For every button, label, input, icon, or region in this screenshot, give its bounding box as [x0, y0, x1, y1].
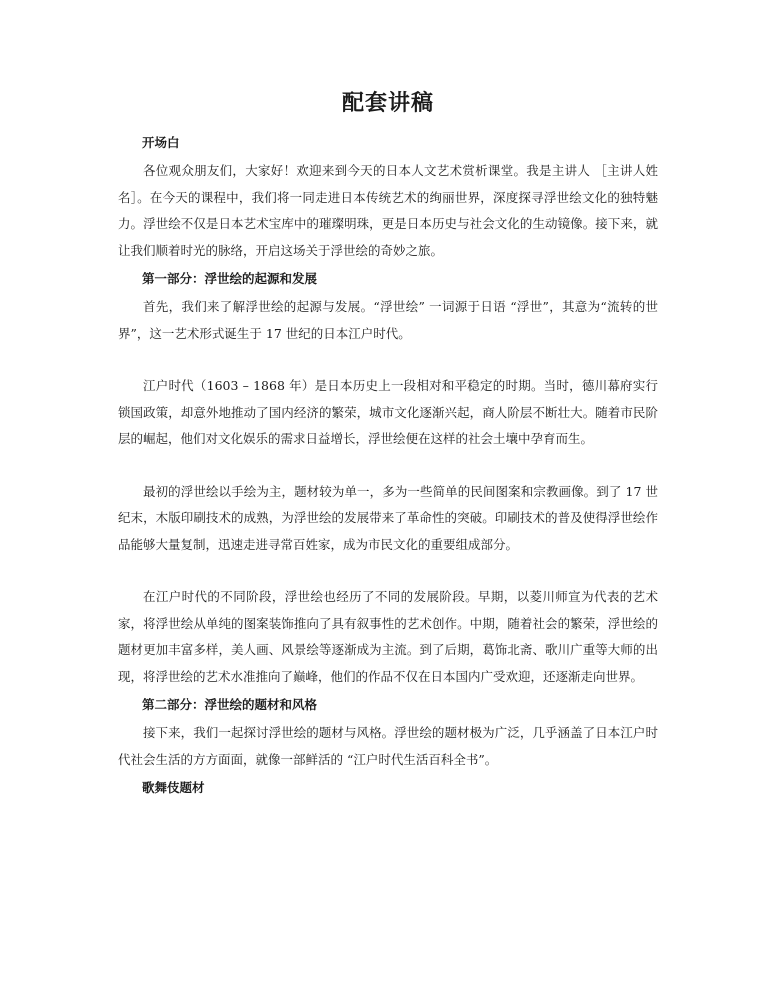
paragraph-part-one-1: 首先，我们来了解浮世绘的起源与发展。“浮世绘” 一词源于日语 “浮世”，其意为“流转的世界”，这一艺术形式诞生于 17 世纪的日本江户时代。: [118, 299, 658, 341]
document-title: 配套讲稿: [341, 90, 434, 116]
paragraph-part-one-3: 最初的浮世绘以手绘为主，题材较为单一，多为一些简单的民间图案和宗教画像。到了 17 世纪末，木版印刷技术的成熟，为浮世绘的发展带来了革命性的突破。印刷技术的普及使得浮世绘作品能够大量复制，迅速走进寻常百姓家，成为市民文化的重要组成部分。: [118, 483, 658, 552]
document-page: [118, 86, 658, 803]
section-heading-part-one: 第一部分：浮世绘的起源和发展: [142, 271, 318, 286]
section-heading-kabuki: 歌舞伎题材: [142, 780, 205, 795]
section-heading-opening: 开场白: [142, 135, 180, 150]
paragraph-part-one-2: 江户时代（1603 – 1868 年）是日本历史上一段相对和平稳定的时期。当时，德川幕府实行锁国政策，却意外地推动了国内经济的繁荣，城市文化逐渐兴起，商人阶层不断壮大。随着市民阶层的崛起，他们对文化娱乐的需求日益增长，浮世绘便在这样的社会土壤中孕育而生。: [118, 378, 658, 446]
paragraph-part-one-4: 在江户时代的不同阶段，浮世绘也经历了不同的发展阶段。早期，以菱川师宣为代表的艺术家，将浮世绘从单纯的图案装饰推向了具有叙事性的艺术创作。中期，随着社会的繁荣，浮世绘的题材更加丰富多样，美人画、风景绘等逐渐成为主流。到了后期，葛饰北斋、歌川广重等大师的出现，将浮世绘的艺术水准推向了巅峰，他们的作品不仅在日本国内广受欢迎，还逐渐走向世界。: [118, 589, 658, 684]
paragraph-part-two-1: 接下来，我们一起探讨浮世绘的题材与风格。浮世绘的题材极为广泛，几乎涵盖了日本江户时代社会生活的方方面面，就像一部鲜活的 “江户时代生活百科全书”。: [118, 725, 658, 767]
paragraph-opening: 各位观众朋友们，大家好！欢迎来到今天的日本人文艺术赏析课堂。我是主讲人 ［主讲人姓名］。在今天的课程中，我们将一同走进日本传统艺术的绚丽世界，深度探寻浮世绘文化的独特魅力。浮世绘不仅是日本艺术宝库中的璀璨明珠，更是日本历史与社会文化的生动镜像。接下来，就让我们顺着时光的脉络，开启这场关于浮世绘的奇妙之旅。: [118, 163, 658, 258]
section-heading-part-two: 第二部分：浮世绘的题材和风格: [142, 697, 318, 712]
